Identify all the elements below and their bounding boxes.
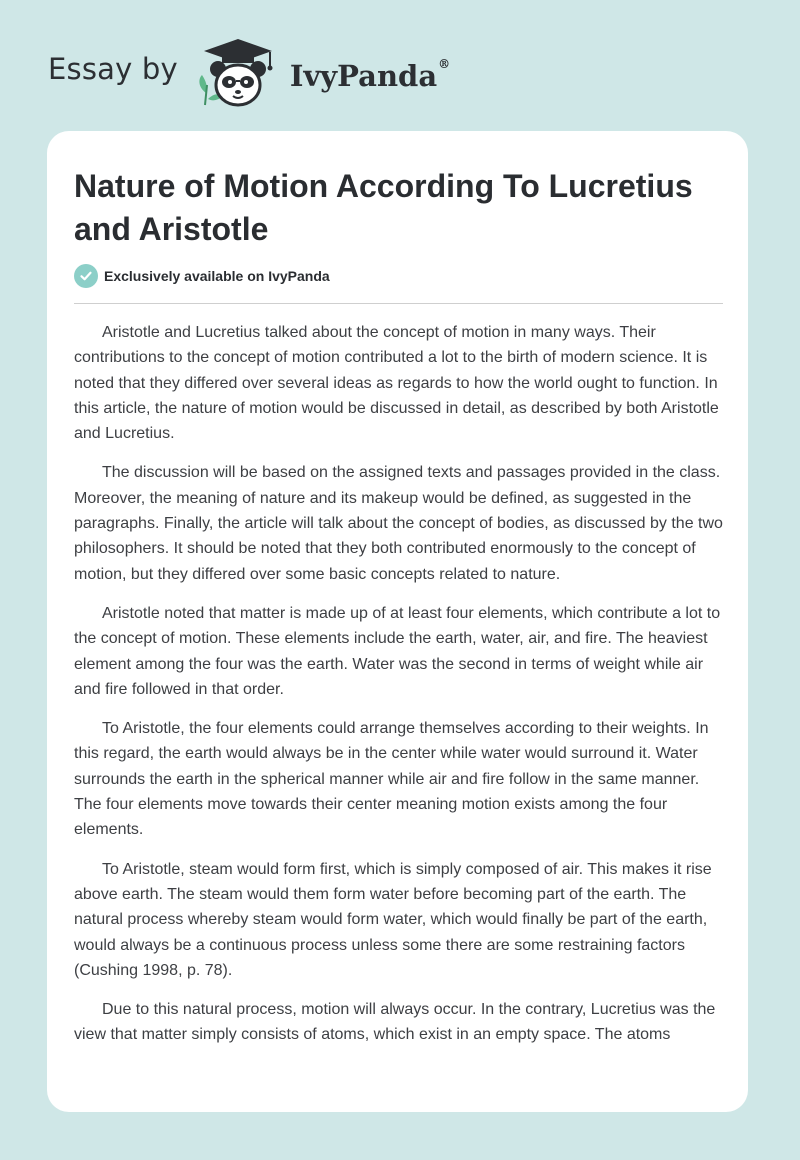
essay-body <box>74 320 726 1062</box>
essay-by-label: Essay by <box>48 52 178 86</box>
exclusive-badge-text: Exclusively available on IvyPanda <box>104 268 330 284</box>
site-header <box>48 34 450 114</box>
paragraph: Aristotle and Lucretius talked about the concept of motion in many ways. Their contributions to the concept of motion contributed a lot to the birth of modern science. It is noted that they differed over several ideas as regards to how the world ought to function. In this article, the nature of motion would be discussed in detail, as described by both Aristotle and Lucretius. <box>74 324 719 443</box>
divider <box>74 303 723 304</box>
essay-card <box>47 131 748 1112</box>
paragraph: Aristotle noted that matter is made up of at least four elements, which contribute a lot to the concept of motion. These elements include the earth, water, air, and fire. The heaviest element among the four was the earth. Water was the second in terms of weight while air and fire followed in that order. <box>74 604 721 698</box>
page-title: Nature of Motion According To Lucretius and Aristotle <box>74 168 693 247</box>
paragraph: Due to this natural process, motion will always occur. In the contrary, Lucretius was the view that matter simply consists of atoms, which exist in an empty space. The atoms <box>74 1001 716 1044</box>
brand-name[interactable]: IvyPanda® <box>289 57 451 93</box>
check-icon <box>74 264 98 288</box>
exclusive-badge <box>74 264 330 288</box>
paragraph: To Aristotle, steam would form first, which is simply composed of air. This makes it rise above earth. The steam would them form water before becoming part of the earth. The natural process whereby steam would form water, which would finally be part of the earth, would always be a continuous process unless some there are some restraining factors (Cushing 1998, p. 78). <box>74 860 712 979</box>
paragraph: To Aristotle, the four elements could arrange themselves according to their weights. In this regard, the earth would always be in the center while water would surround it. Water surrounds the earth in the spherical manner while air and fire follow in the same manner. The four elements move towards their center meaning motion exists among the four elements. <box>74 720 709 839</box>
paragraph: The discussion will be based on the assigned texts and passages provided in the class. Moreover, the meaning of nature and its makeup would be defined, as suggested in the paragraphs. Finally, the article will talk about the concept of bodies, as discussed by the two philosophers. It should be noted that they both contributed enormously to the concept of motion, but they differed over some basic concepts related to nature. <box>74 464 723 583</box>
panda-logo-icon[interactable] <box>192 35 284 113</box>
